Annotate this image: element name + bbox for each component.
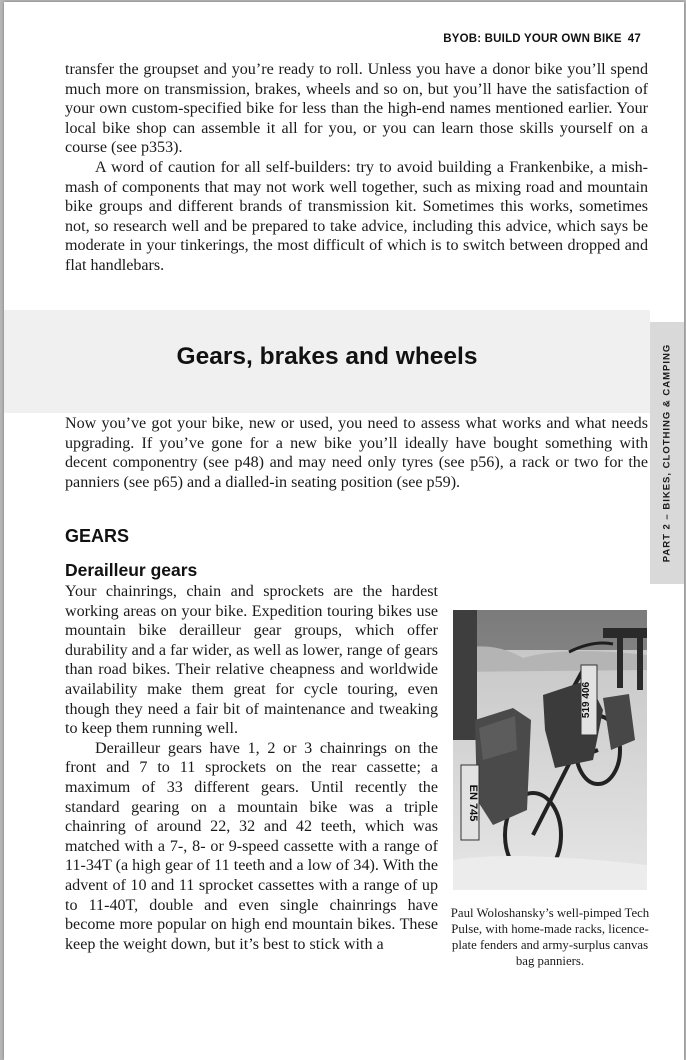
intro-paragraph-1: transfer the groupset and you’re ready to roll. Unless you have a donor bike you’ll spend much more on transmission, brakes, wheels and so on, but you’ll have the satisfaction of your own custom-specified bike for less than the high-end names mentioned earlier. Your local bike shop can assemble it all for you, or you can learn those skills yourself on a course (see p353). (65, 61, 648, 157)
derailleur-subheading: Derailleur gears (65, 560, 198, 580)
tree-trunk (453, 610, 477, 740)
section-intro-paragraph: Now you’ve got your bike, new or used, you need to assess what works and what needs upgrading. If you’ve gone for a new bike you’ll ideally have bought something with decent componentry (see p48) and may need only tyres (see p56), a rack or two for the panniers (see p65) and a dialled-in seating position (see p59). (65, 415, 648, 491)
derailleur-paragraph-1: Your chainrings, chain and sprockets are the hardest working areas on your bike. Expedition touring bikes use mountain bike derailleur gear groups, which offer durability and a far wider, as well as lower, range of gears than road bikes. Their relative cheapness and worldwide availability make them great for cycle touring, even though they need a fair bit of maintenance and tweaking to keep them running well. (65, 583, 438, 738)
picnic-table-leg-2 (637, 638, 643, 690)
intro-text (65, 60, 648, 276)
section-intro-text (65, 414, 648, 492)
intro-paragraph-2: A word of caution for all self-builders: try to avoid building a Frankenbike, a mish-mash of components that may not work well together, such as mixing road and mountain bike groups and different brands of transmission kit. Sometimes this works, sometimes not, so research well and be prepared to take advice, including this advice, which says be moderate in your tinkerings, the most difficult of which is to switch between dropped and flat handlebars. (65, 158, 648, 274)
running-header (443, 33, 641, 45)
picnic-table-leg (617, 638, 623, 688)
photo-caption: Paul Woloshansky’s well-pimped Tech Pulse, with home-made racks, licence-plate fenders and army-surplus canvas bag panniers. (450, 906, 650, 968)
bike-photo (453, 610, 647, 890)
picnic-table-top (603, 628, 647, 638)
running-title: BYOB: BUILD YOUR OWN BIKE (443, 33, 622, 45)
section-title: Gears, brakes and wheels (176, 343, 478, 370)
derailleur-paragraph-2: Derailleur gears have 1, 2 or 3 chainrings on the front and 7 to 11 sprockets on the rear cassette; a maximum of 33 different gears. Until recently the standard gearing on a mountain bike was a triple chainring of around 22, 32 and 42 teeth, which was matched with a 7-, 8- or 9-speed cassette with a range of 11-34T (a high gear of 11 teeth and a low of 34). With the advent of 10 and 11 sprocket cassettes with a range of up to 11-40T, double and even single chainrings have become more popular on high end mountain bikes. These keep the weight down, but it’s best to stick with a (65, 739, 438, 953)
rear-plate-number: 519 406 (581, 681, 592, 719)
side-tab-label: PART 2 – BIKES, CLOTHING & CAMPING (661, 343, 673, 563)
bike-photo-illustration (453, 610, 647, 890)
book-page (4, 2, 684, 1060)
front-plate-number: EN 745 (467, 784, 479, 822)
gears-heading: GEARS (65, 526, 130, 546)
part-side-tab (650, 322, 684, 584)
page-number: 47 (627, 33, 641, 45)
